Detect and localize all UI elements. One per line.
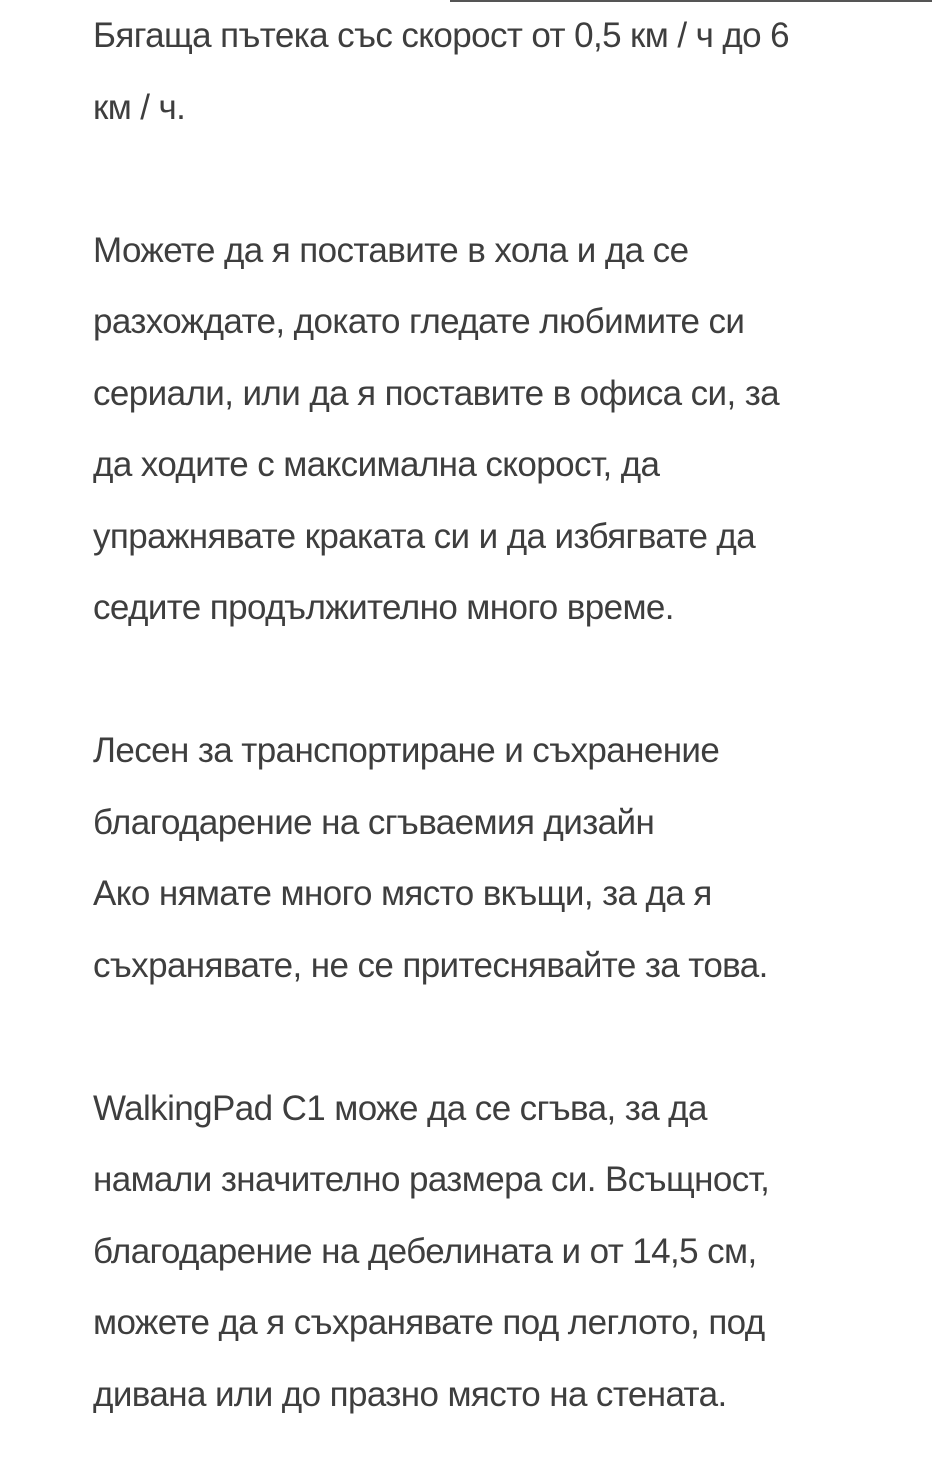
- paragraph-usage: [93, 215, 903, 644]
- text-line: WalkingPad C1 може да се сгъва, за да: [93, 1088, 707, 1128]
- text-line: Ако нямате много място вкъщи, за да я: [93, 874, 712, 913]
- text-line: разхождате, докато гледате любимите си: [93, 302, 745, 341]
- text-line: съхранявате, не се притеснявайте за това.: [93, 945, 768, 985]
- text-line: можете да я съхранявате под леглото, под: [93, 1303, 765, 1342]
- text-line: сериали, или да я поставите в офиса си, за: [93, 373, 780, 413]
- text-line: Бягаща пътека със скорост от 0,5 км / ч до 6: [93, 16, 790, 55]
- text-line: Можете да я поставите в хола и да се: [93, 230, 689, 270]
- text-line: упражнявате краката си и да избягвате да: [93, 516, 756, 556]
- text-line: благодарение на сгъваемия дизайн: [93, 802, 655, 842]
- paragraph-spacer: [93, 143, 903, 215]
- text-line: благодарение на дебелината и от 14,5 см,: [93, 1231, 757, 1271]
- text-line: седите продължително много време.: [93, 588, 674, 627]
- text-line: дивана или до празно място на стената.: [93, 1374, 727, 1414]
- text-line: км / ч.: [93, 87, 186, 127]
- paragraph-storage: [93, 715, 903, 1001]
- paragraph-spacer: [93, 644, 903, 716]
- text-line: Лесен за транспортиране и съхранение: [93, 731, 720, 770]
- text-line: намали значително размера си. Всъщност,: [93, 1160, 770, 1199]
- paragraph-speed: [93, 0, 903, 143]
- paragraph-spacer: [93, 1001, 903, 1073]
- paragraph-folding: [93, 1073, 903, 1431]
- article-body: [93, 0, 903, 1430]
- text-line: да ходите с максимална скорост, да: [93, 445, 660, 484]
